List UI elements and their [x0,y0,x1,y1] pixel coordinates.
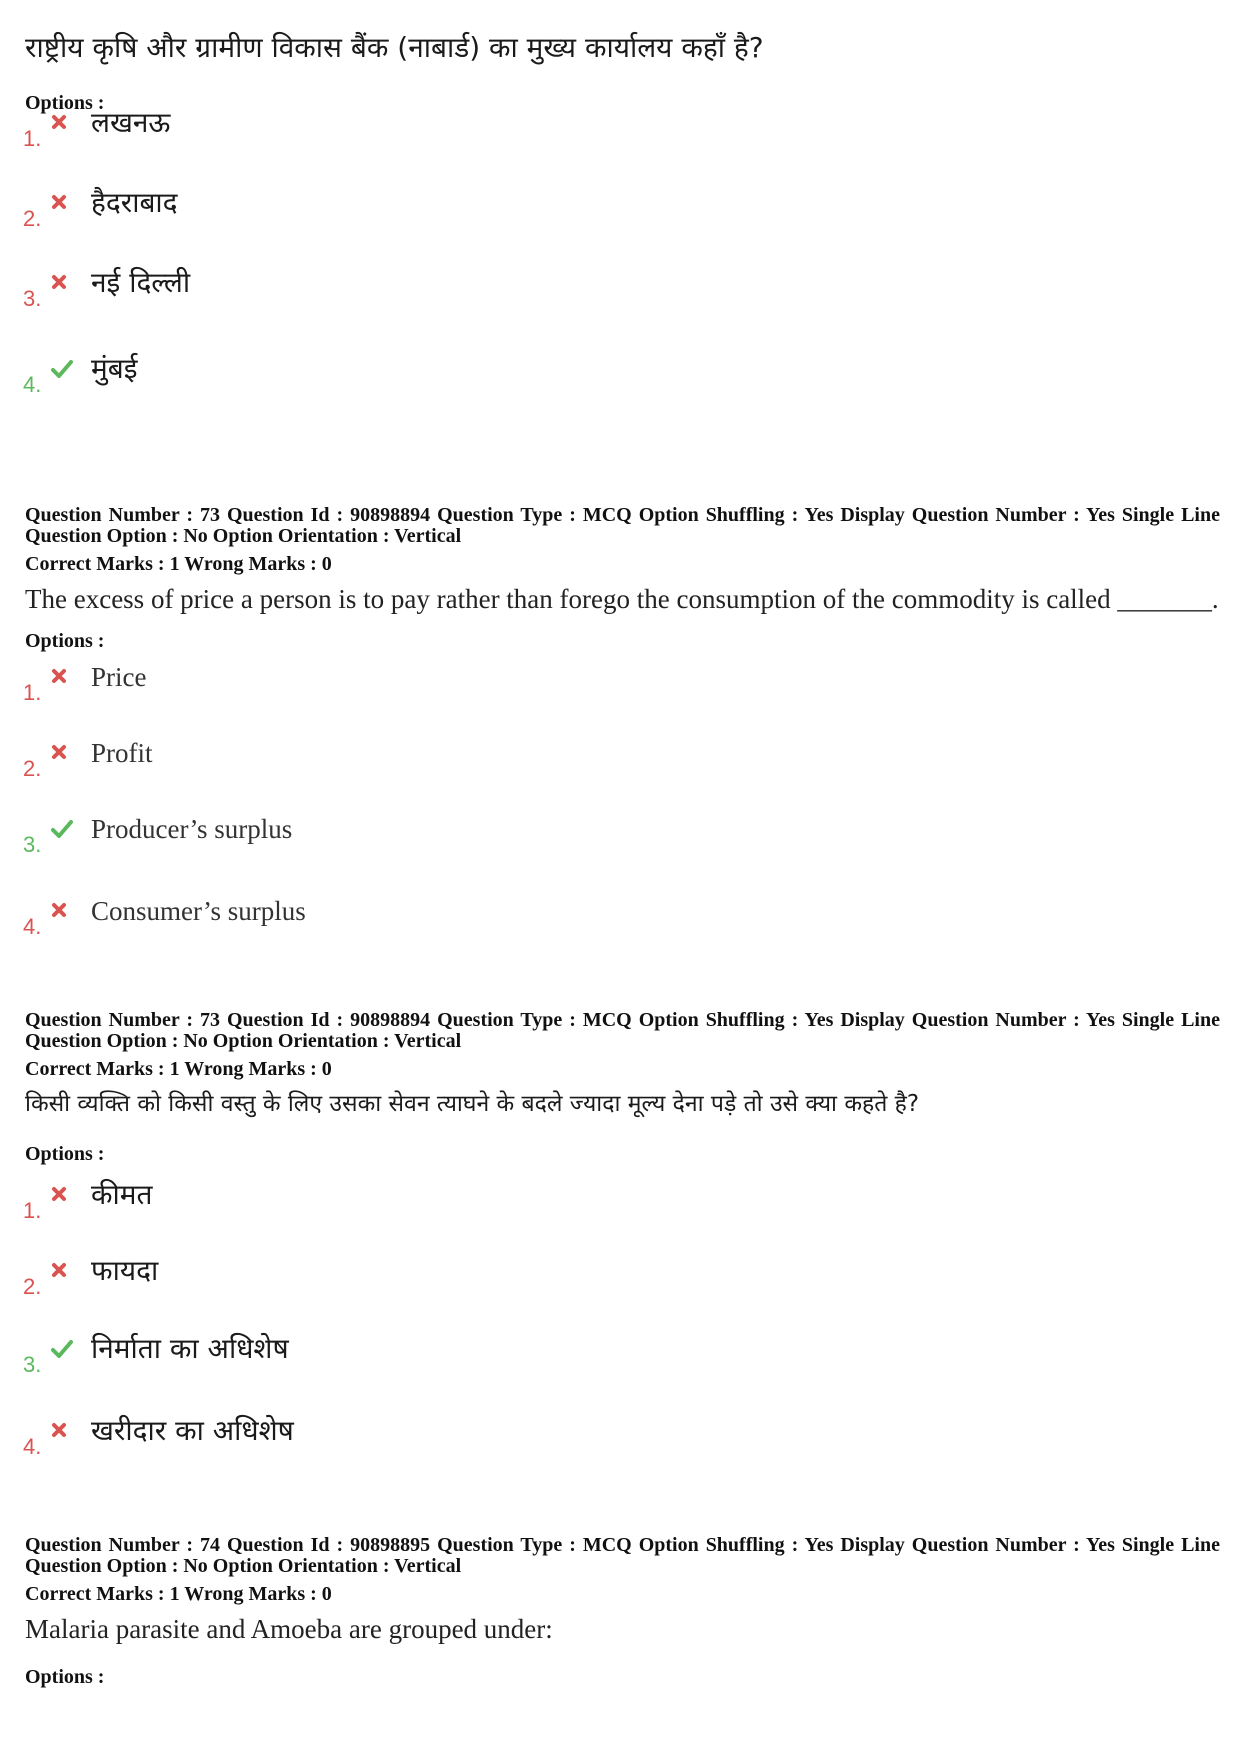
option-number: 4. [23,372,42,397]
q72-option-1[interactable] [23,106,170,150]
wrong-icon [51,1186,73,1208]
question-text: राष्ट्रीय कृषि और ग्रामीण विकास बैंक (नाबार्ड) का मुख्य कार्यालय कहाँ है? [25,31,764,64]
option-text: खरीदार का अधिशेष [91,1414,294,1447]
wrong-icon [51,274,73,296]
option-text: कीमत [91,1178,153,1211]
q72-option-3[interactable] [23,266,190,310]
option-number: 2. [23,756,42,781]
option-text: नई दिल्ली [91,266,191,299]
wrong-icon [51,902,73,924]
wrong-icon [51,194,73,216]
question-marks: Correct Marks : 1 Wrong Marks : 0 [25,553,332,575]
option-number: 1. [23,126,42,151]
wrong-icon [51,744,73,766]
wrong-icon [51,668,73,690]
q73-hi-option-4[interactable] [23,1414,294,1458]
question-text: The excess of price a person is to pay rather than forego the consumption of the commodity is called _______. [25,584,1219,614]
option-number: 4. [23,1434,42,1459]
option-text: Producer’s surplus [91,814,293,844]
q73-en-option-4[interactable] [23,894,306,938]
option-text: लखनऊ [91,106,171,139]
option-number: 3. [23,286,42,311]
options-label: Options : [25,630,105,652]
question-text: Malaria parasite and Amoeba are grouped under: [25,1614,553,1644]
question-text: किसी व्यक्ति को किसी वस्तु के लिए उसका सेवन त्याघने के बदले ज्यादा मूल्य देना पड़े तो उसे क्या कहते है? [25,1091,920,1117]
q73-hi-option-3[interactable] [23,1332,289,1376]
q73-hi-option-1[interactable] [23,1178,152,1222]
wrong-icon [51,1262,73,1284]
q73-en-option-1[interactable] [23,660,146,704]
q73-en-option-2[interactable] [23,736,153,780]
option-text: Consumer’s surplus [91,896,306,926]
question-meta: Question Number : 73 Question Id : 90898894 Question Type : MCQ Option Shuffling : Yes Display Question Number : Yes Single Line Question Option : No Option Orientation : Vertical [25,1009,1220,1052]
question-meta: Question Number : 74 Question Id : 90898895 Question Type : MCQ Option Shuffling : Yes Display Question Number : Yes Single Line Question Option : No Option Orientation : Vertical [25,1534,1220,1577]
option-text: मुंबई [91,352,138,385]
q73-hi-option-2[interactable] [23,1254,158,1298]
q73-en-option-3[interactable] [23,812,292,856]
option-text: हैदराबाद [91,186,178,219]
question-marks: Correct Marks : 1 Wrong Marks : 0 [25,1058,332,1080]
option-number: 4. [23,914,42,939]
options-label: Options : [25,1666,105,1688]
options-label: Options : [25,92,105,114]
q72-option-2[interactable] [23,186,178,230]
options-label: Options : [25,1143,105,1165]
option-text: Price [91,662,147,692]
option-number: 3. [23,1352,42,1377]
option-number: 2. [23,1274,42,1299]
question-marks: Correct Marks : 1 Wrong Marks : 0 [25,1583,332,1605]
q73-en-header [25,505,1220,617]
check-icon [51,1340,73,1362]
q72-text [25,30,1220,66]
wrong-icon [51,1422,73,1444]
q72-option-4[interactable] [23,352,137,396]
q73-hi-header [25,1010,1220,1122]
check-icon [51,820,73,842]
wrong-icon [51,114,73,136]
question-meta: Question Number : 73 Question Id : 90898894 Question Type : MCQ Option Shuffling : Yes Display Question Number : Yes Single Line Question Option : No Option Orientation : Vertical [25,504,1220,547]
option-text: फायदा [91,1254,159,1287]
option-number: 1. [23,1198,42,1223]
option-number: 2. [23,206,42,231]
option-text: निर्माता का अधिशेष [91,1332,289,1365]
q74-header [25,1535,1220,1647]
option-number: 3. [23,832,42,857]
option-text: Profit [91,738,153,768]
option-number: 1. [23,680,42,705]
check-icon [51,360,73,382]
